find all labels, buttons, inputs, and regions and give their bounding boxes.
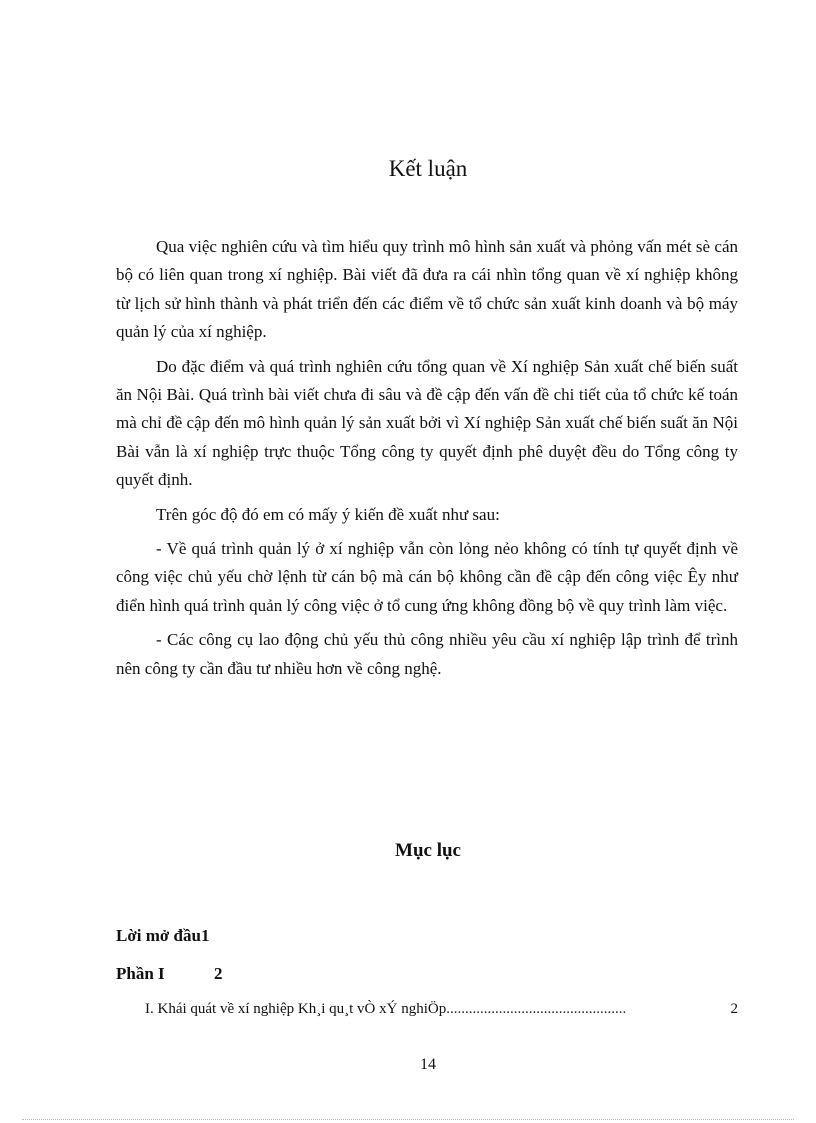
page-number: 14	[420, 1056, 436, 1073]
toc-entry-label: Phần I	[116, 964, 165, 983]
toc-leader-dots: ................................................	[446, 1001, 627, 1017]
conclusion-body	[116, 233, 738, 689]
page-bottom-edge	[22, 1119, 794, 1120]
toc-entry-page: 1	[200, 926, 210, 945]
paragraph-research: Do đặc điểm và quá trình nghiên cứu tổng quan về Xí nghiệp Sản xuất chế biến suất ăn Nội Bài. Quá trình bài viết chưa đi sâu và đề cập đến vấn đề chi tiết của tổ chức kế toán mà chỉ đề cập đến mô hình quản lý sản xuất bởi vì Xí nghiệp Sản xuất chế biến suất ăn Nội Bài vẫn là xí nghiệp trực thuộc Tổng công ty quyết định phê duyệt đều do Tổng công ty quyết định.	[116, 356, 738, 490]
toc-entry-intro[interactable]	[116, 926, 209, 946]
toc-entry-page: 2	[214, 964, 223, 983]
paragraph-proposal-management: - Về quá trình quản lý ở xí nghiệp vẫn còn lỏng nẻo không có tính tự quyết định về công việc chủ yếu chờ lệnh từ cán bộ mà cán bộ không cần đề cập đến công việc Êy như điển hình quá trình quản lý công việc ở tổ cung ứng không đồng bộ về quy trình làm việc.	[116, 539, 738, 615]
toc-subentry-label: I. Khái quát về xí nghiệp Kh¸i qu¸t vÒ xÝ nghiÖp	[145, 1001, 447, 1017]
paragraph-proposal-lead: Trên góc độ đó em có mấy ý kiến đề xuất như sau:	[156, 504, 500, 524]
paragraph-proposal-technology: - Các công cụ lao động chủ yếu thủ công nhiều yêu cầu xí nghiệp lập trình để trình nên công ty cần đầu tư nhiều hơn về công nghệ.	[116, 630, 738, 678]
toc-entry-label: Lời mở đầu	[116, 926, 201, 945]
toc-title: Mục lục	[395, 840, 461, 861]
toc-subentry-page: 2	[730, 1001, 738, 1017]
paragraph-intro: Qua việc nghiên cứu và tìm hiểu quy trình mô hình sản xuất và phỏng vấn mét sè cán bộ có liên quan trong xí nghiệp. Bài viết đã đưa ra cái nhìn tổng quan về xí nghiệp không từ lịch sử hình thành và phát triển đến các điểm về tổ chức sản xuất kinh doanh và bộ máy quản lý của xí nghiệp.	[116, 237, 738, 342]
toc-subentry-overview[interactable]	[145, 1001, 738, 1018]
toc-entry-part-1[interactable]	[116, 964, 223, 984]
conclusion-title: Kết luận	[388, 156, 468, 181]
